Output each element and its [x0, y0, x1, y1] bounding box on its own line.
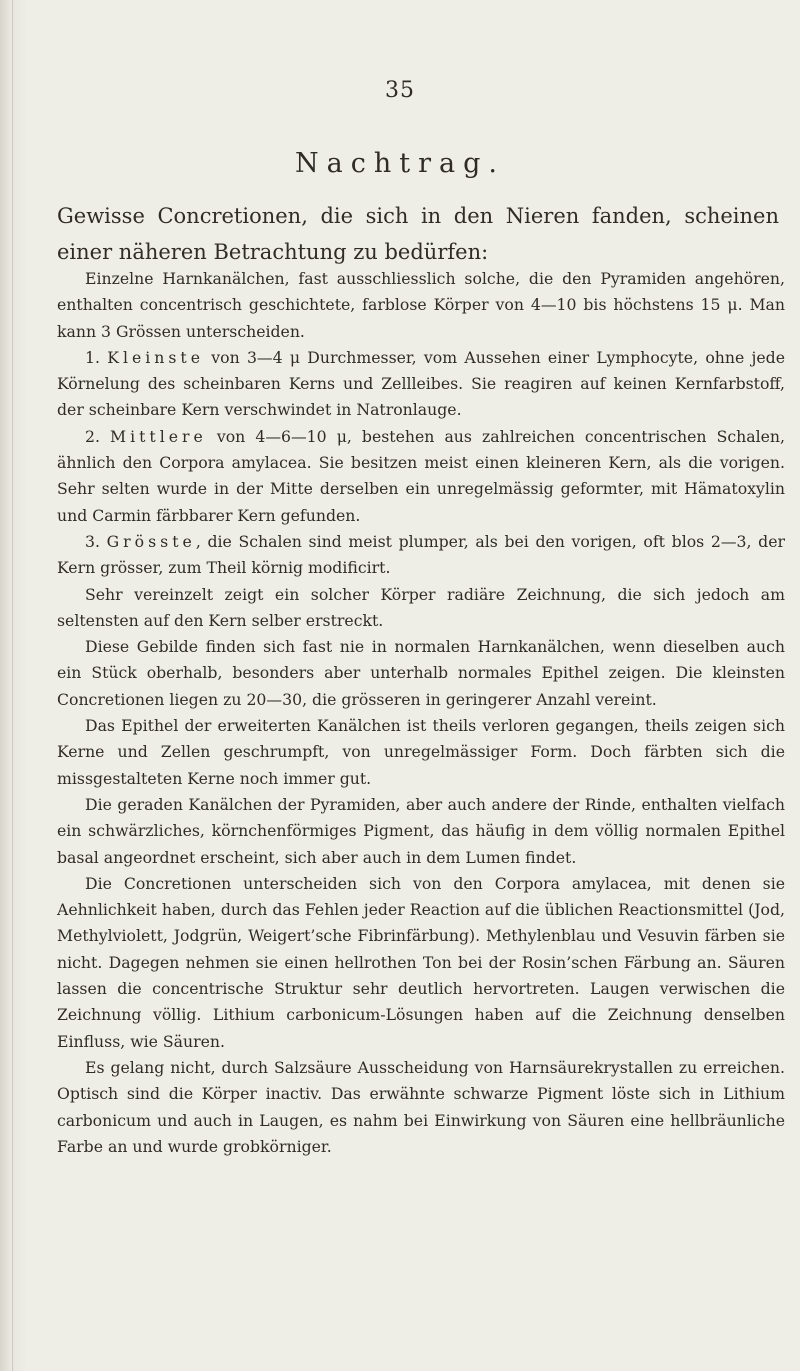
- paragraph-4-emphasis: Grösste: [106, 531, 196, 551]
- paragraph-7: Das Epithel der erweiterten Kanälchen ist theils verloren gegangen, theils zeigen sich Kerne und Zellen geschrumpft, von unregelmässiger Form. Doch färbten sich die missgestalteten Kerne noch immer gut.: [57, 716, 785, 788]
- paragraph-8: Die geraden Kanälchen der Pyramiden, aber auch andere der Rinde, enthalten vielfach ein schwärzliches, körnchenförmiges Pigment, das häufig in dem völlig normalen Epithel basal angeordnet erscheint, sich aber auch in dem Lumen findet.: [57, 794, 785, 867]
- intro-text: Gewisse Concretionen, die sich in den Nieren fanden, scheinen einer näheren Betrachtung zu bedürfen:: [57, 204, 779, 264]
- paragraph-3-emphasis: Mittlere: [110, 426, 207, 446]
- paragraph-9: Die Concretionen unterscheiden sich von den Corpora amylacea, mit denen sie Aehnlichkeit haben, durch das Fehlen jeder Reaction auf die üblichen Reactionsmittel (Jod, Methylviolett, Jodgrün, Weigert’sche Fibrinfärbung). Methylenblau und Vesuvin färben sie nicht. Dagegen nehmen sie einen hellrothen Ton bei der Rosin’schen Färbung an. Säuren lassen die concentrische Struktur sehr deutlich hervortreten. Laugen verwischen die Zeichnung völlig. Lithium carbonicum-Lösungen haben auf die Zeichnung denselben Einfluss, wie Säuren.: [57, 873, 785, 1051]
- intro-paragraph: [57, 198, 779, 270]
- paragraph-4-prefix: 3.: [85, 531, 107, 551]
- paragraph-10: Es gelang nicht, durch Salzsäure Ausscheidung von Harnsäurekrystallen zu erreichen. Optisch sind die Körper inactiv. Das erwähnte schwarze Pigment löste sich in Lithium carbonicum und auch in Laugen, es nahm bei Einwirkung von Säuren eine hellbräunliche Farbe an und wurde grobkörniger.: [57, 1057, 785, 1156]
- page-number: 35: [385, 78, 415, 103]
- paragraph-3: [57, 424, 785, 529]
- body-text: [57, 266, 785, 1160]
- paragraph-2: [57, 345, 785, 424]
- paragraph-2-prefix: 1.: [85, 347, 108, 367]
- paragraph-4: [57, 529, 785, 582]
- paragraph-4-text: , die Schalen sind meist plumper, als bei den vorigen, oft blos 2—3, der Kern grösser, zum Theil körnig modificirt.: [57, 531, 785, 578]
- paragraph-6: Diese Gebilde finden sich fast nie in normalen Harnkanälchen, wenn dieselben auch ein Stück oberhalb, besonders aber unterhalb normales Epithel zeigen. Die kleinsten Concretionen liegen zu 20—30, die grösseren in geringerer Anzahl vereint.: [57, 637, 785, 709]
- paragraph-2-emphasis: Kleinste: [107, 347, 205, 367]
- paragraph-3-prefix: 2.: [85, 426, 111, 446]
- section-title: Nachtrag.: [295, 148, 505, 179]
- paragraph-2-text: von 3—4 μ Durchmesser, vom Aussehen einer Lymphocyte, ohne jede Körnelung des scheinbaren Kerns und Zellleibes. Sie reagiren auf keinen Kernfarbstoff, der scheinbare Kern verschwindet in Natronlauge.: [57, 347, 785, 420]
- paragraph-3-text: von 4—6—10 μ, bestehen aus zahlreichen concentrischen Schalen, ähnlich den Corpora amylacea. Sie besitzen meist einen kleineren Kern, als die vorigen. Sehr selten wurde in der Mitte derselben ein unregelmässig geformter, mit Hämatoxylin und Carmin färbbarer Kern gefunden.: [57, 426, 785, 525]
- paragraph-5: Sehr vereinzelt zeigt ein solcher Körper radiäre Zeichnung, die sich jedoch am seltensten auf den Kern selber erstreckt.: [57, 584, 785, 630]
- page-binding-edge: [0, 0, 13, 1371]
- paragraph-1: Einzelne Harnkanälchen, fast ausschliesslich solche, die den Pyramiden angehören, enthalten concentrisch geschichtete, farblose Körper von 4—10 bis höchstens 15 μ. Man kann 3 Grössen unterscheiden.: [57, 269, 785, 341]
